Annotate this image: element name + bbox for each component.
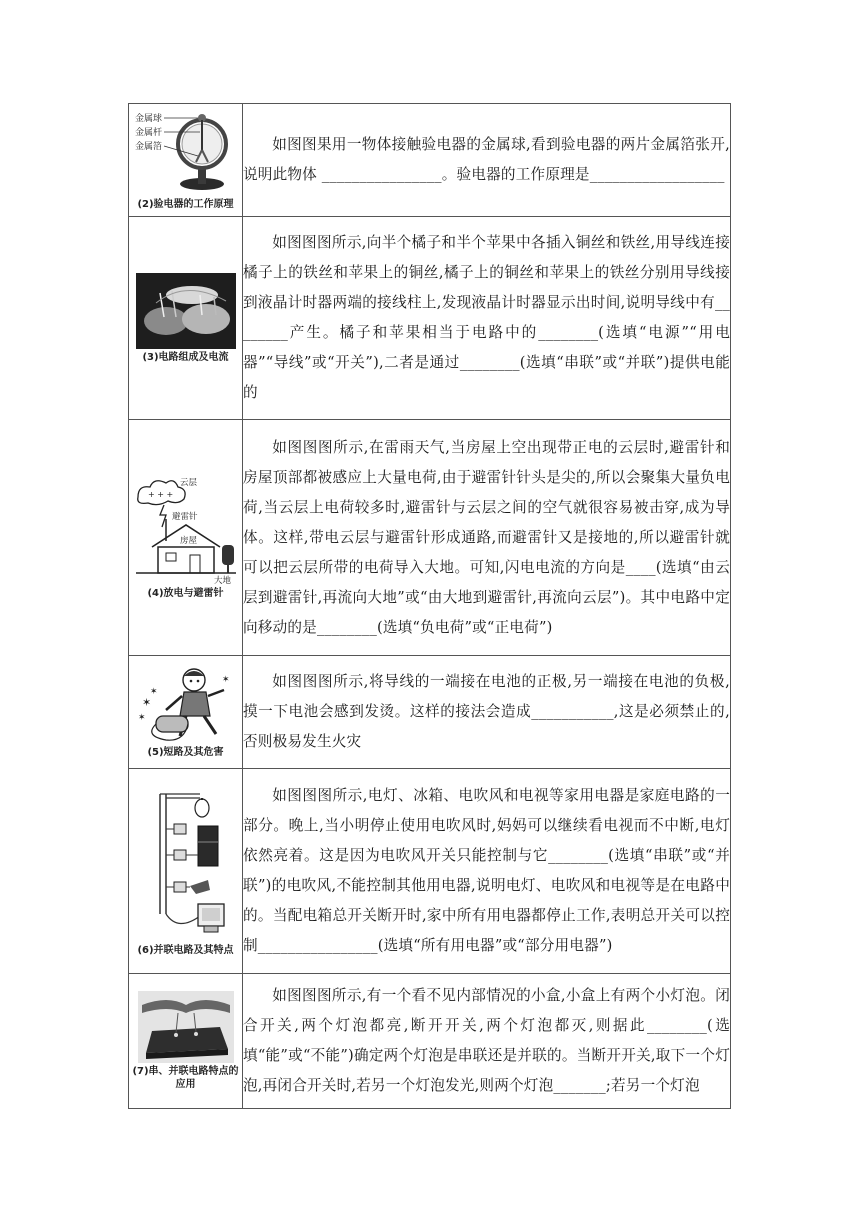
electroscope-figure bbox=[134, 110, 238, 196]
figure-cell bbox=[129, 420, 243, 656]
table-row bbox=[129, 104, 731, 217]
text-cell bbox=[243, 974, 731, 1109]
text-cell bbox=[243, 420, 731, 656]
household-circuit-figure bbox=[138, 786, 234, 942]
table-row bbox=[129, 420, 731, 656]
table-row bbox=[129, 217, 731, 420]
figure-label-ball: 金属球 bbox=[134, 113, 162, 124]
table-row bbox=[129, 974, 731, 1109]
figure-cell bbox=[129, 217, 243, 420]
figure-label-ground: 大地 bbox=[213, 576, 231, 585]
question-text: 如图图果用一物体接触验电器的金属球,看到验电器的两片金属箔张开,说明此物体 ________________。验电器的工作原理是__________________ bbox=[243, 136, 730, 183]
question-text: 如图图图所示,在雷雨天气,当房屋上空出现带正电的云层时,避雷针和房屋顶部都被感应上大量电荷,由于避雷针针头是尖的,所以会聚集大量负电荷,当云层上电荷较多时,避雷针与云层之间的空气就很容易被击穿,成为导体。这样,带电云层与避雷针形成通路,而避雷针又是接地的,所以避雷针就可以把云层所带的电荷导入大地。可知,闪电电流的方向是____(选填“由云层到避雷针,再流向大地”或“由大地到避雷针,再流向云层”)。其中电路中定向移动的是________(选填“负电荷”或“正电荷”) bbox=[243, 438, 730, 636]
question-text: 如图图图所示,有一个看不见内部情况的小盒,小盒上有两个小灯泡。闭合开关,两个灯泡都亮,断开开关,两个灯泡都灭,则据此________(选填“能”或“不能”)确定两个灯泡是串联还是并联的。当断开开关,取下一个灯泡,再闭合开关时,若另一个灯泡发光,则两个灯泡_______;若另一个灯泡 bbox=[243, 987, 730, 1094]
short-circuit-cartoon bbox=[136, 666, 236, 744]
figure-label-foil: 金属箔 bbox=[134, 141, 162, 152]
text-cell bbox=[243, 104, 731, 217]
text-cell bbox=[243, 656, 731, 769]
text-cell bbox=[243, 217, 731, 420]
figure-cell bbox=[129, 656, 243, 769]
figure-caption: (7)串、并联电路特点的应用 bbox=[132, 1066, 239, 1090]
hidden-box-photo bbox=[138, 991, 234, 1063]
figure-caption: (6)并联电路及其特点 bbox=[137, 944, 234, 956]
text-cell bbox=[243, 769, 731, 974]
figure-cell bbox=[129, 769, 243, 974]
svg-text:✶: ✶ bbox=[141, 695, 151, 709]
figure-caption: (4)放电与避雷针 bbox=[147, 588, 224, 599]
question-text: 如图图图所示,电灯、冰箱、电吹风和电视等家用电器是家庭电路的一部分。晚上,当小明停止使用电吹风时,妈妈可以继续看电视而不中断,电灯依然亮着。这是因为电吹风开关只能控制与它________(选填“串联”或“并联”)的电吹风,不能控制其他用电器,说明电灯、电吹风和电视等是在电路中的。当配电箱总开关断开时,家中所有用电器都停止工作,表明总开关可以控制________________(选填“所有用电器”或“部分用电器”) bbox=[243, 787, 730, 954]
question-text: 如图图图所示,向半个橘子和半个苹果中各插入铜丝和铁丝,用导线连接橘子上的铁丝和苹果上的铜丝,橘子上的铜丝和苹果上的铁丝分别用导线接到液晶计时器两端的接线柱上,发现液晶计时器显示出时间,说明导线中有________产生。橘子和苹果相当于电路中的________(选填“电源”“用电器”“导线”或“开关”),二者是通过________(选填“串联”或“并联”)提供电能的 bbox=[243, 234, 730, 401]
knowledge-table bbox=[128, 103, 731, 1109]
table-row bbox=[129, 769, 731, 974]
svg-text:✶: ✶ bbox=[221, 674, 230, 685]
figure-cell bbox=[129, 974, 243, 1109]
figure-label-house: 房屋 bbox=[179, 536, 197, 546]
question-text: 如图图图所示,将导线的一端接在电池的正极,另一端接在电池的负极,摸一下电池会感到发烫。这样的接法会造成___________,这是必须禁止的,否则极易发生火灾 bbox=[243, 673, 730, 750]
figure-caption: (3)电路组成及电流 bbox=[142, 351, 229, 363]
figure-label-cloud: 云层 bbox=[179, 478, 197, 488]
figure-caption: (5)短路及其危害 bbox=[147, 746, 224, 758]
figure-label-rod: 避雷针 bbox=[171, 512, 198, 522]
lightning-rod-figure bbox=[134, 475, 238, 585]
svg-text:✶: ✶ bbox=[137, 712, 146, 723]
figure-label-rod: 金属杆 bbox=[134, 127, 162, 138]
figure-caption: (2)验电器的工作原理 bbox=[137, 198, 234, 210]
fruit-battery-photo bbox=[136, 273, 236, 349]
svg-text:+ + +: + + + bbox=[147, 490, 173, 499]
table-row bbox=[129, 656, 731, 769]
figure-cell bbox=[129, 104, 243, 217]
svg-text:✶: ✶ bbox=[149, 686, 158, 697]
